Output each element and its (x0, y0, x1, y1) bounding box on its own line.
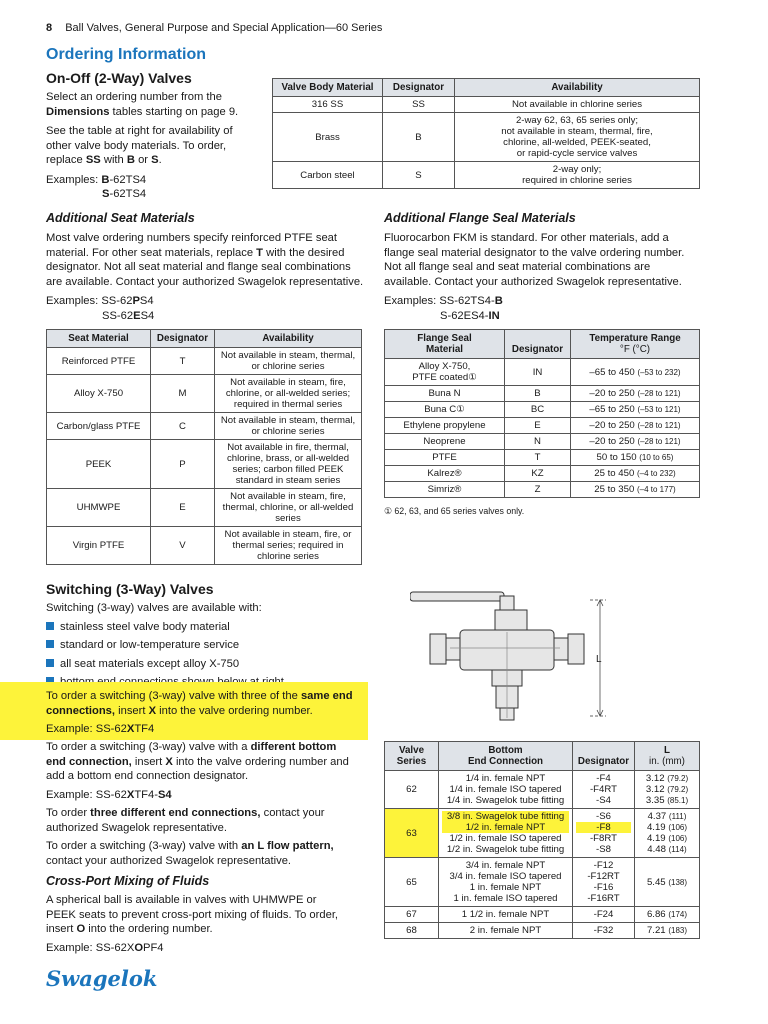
switching-text: Switching (3-way) valves are available with: stainless steel valve body material standard or low-temperature service all seat materials except alloy X-750 (46, 601, 376, 690)
crossport-text: A spherical ball is available in valves with UHMWPE or PEEK seats to prevent cross-port mixing of fluids. To order, insert O into the ordering number. Example: SS-62XOPF4 (46, 894, 339, 954)
onoff-heading: On-Off (2-Way) Valves (46, 70, 192, 86)
flange-seal-table: Flange Seal Material Designator Temperature Range °F (°C) Alloy X-750, PTFE coated① IN –65 to 450 (–53 to 232) Buna N B –20 to 250 (–28 to 121) Buna C① BC –65 to 250 (–53 to 121) Ethylene propylene E –20 to 250 (–28 to 121) Neoprene N –20 to 250 (–28 to 121) PTFE T 50 to 150 (10 to 65) Kalrez® KZ 25 to 450 (–4 to 232) Simriz® Z 25 to 350 (–4 to 177) (384, 329, 700, 498)
table-row: Buna C① BC –65 to 250 (–53 to 121) (385, 402, 700, 418)
running-title: Ball Valves, General Purpose and Special Application—60 Series (65, 22, 383, 34)
seat-heading: Additional Seat Materials (46, 211, 195, 225)
table-row: PEEK P Not available in fire, thermal, chlorine, brass, or all-welded series; carbon filled PEEK standard in steam series (47, 440, 362, 489)
flange-footnote: ① 62, 63, and 65 series valves only. (384, 506, 525, 516)
table-row: Carbon/glass PTFE C Not available in steam, thermal, or chlorine series (47, 413, 362, 440)
swagelok-logo: Swagelok (46, 966, 158, 991)
seat-text: Most valve ordering numbers specify reinforced PTFE seat material. For other seat materials, replace T with the desired designator. Not all seat material and flange seal combinations are available. Contact your authorized Swagelok representative. Examples: SS-62PS4 SS-62ES4 (46, 232, 364, 322)
table-row: Alloy X-750 M Not available in steam, fire, chlorine, or all-welded series; required in thermal series (47, 375, 362, 413)
table-row: Neoprene N –20 to 250 (–28 to 121) (385, 434, 700, 450)
flange-text: Fluorocarbon FKM is standard. For other materials, add a flange seal material designator to the valve ordering number. Not all flange seal and seat material combinations are available. Contact your authorized Swagelok representative. Examples: SS-62TS4-B S-62ES4-IN (384, 232, 685, 322)
ordering-title: Ordering Information (46, 46, 206, 63)
page-number: 8 (46, 22, 53, 34)
table-row: 68 2 in. female NPT -F32 7.21 (183) (385, 923, 700, 939)
page-header (46, 22, 382, 34)
table-row: 63 3/8 in. Swagelok tube fitting 1/2 in. female NPT 1/2 in. female ISO tapered 1/2 in. Swagelok tube fitting -S6 -F8 -F8RT -S8 4.37 (111) 4.19 (106) 4.19 (106) 4.48 (114) (385, 809, 700, 858)
table-row: Brass B 2-way 62, 63, 65 series only; not available in steam, thermal, fire, chlorine, all-welded, PEEK-seated, or rapid-cycle service valves (273, 113, 700, 162)
flange-heading: Additional Flange Seal Materials (384, 211, 576, 225)
seat-material-table: Seat Material Designator Availability Reinforced PTFE T Not available in steam, thermal, or chlorine series Alloy X-750 M Not available in steam, fire, chlorine, or all-welded series; required in thermal series Carbon/glass PTFE C Not available in steam, thermal, or chlorine series PEEK P Not available in fire, thermal, chlorine, brass, or all-welded series; carbon filled PEEK standard in steam series UHMWPE E Not available in steam, fire, thermal, chlorine, or all-welded series Virgin PTFE V Not available in steam, fire, or thermal series; required in chlorine series (46, 329, 362, 565)
switching-diff-end: To order a switching (3-way) valve with a different bottom end connection, insert X into the valve ordering number and add a bottom end connection designator. Example: SS-62XTF4-S4 To order three different end connections, contact your authorized Swagelok representative. To order a switching (3-way) valve with an L flow pattern, contact your authorized Swagelok representative. (46, 741, 349, 867)
onoff-text: Select an ordering number from the Dimensions tables starting on page 9. See the table at right for availability of other valve body materials. To order, replace SS with B or S. Examples: B-62TS4 S-62TS4 (46, 91, 239, 200)
table-row: Buna N B –20 to 250 (–28 to 121) (385, 386, 700, 402)
bullet-icon (46, 659, 54, 667)
valve-diagram (410, 588, 610, 728)
body-material-table: Valve Body Material Designator Availability 316 SS SS Not available in chlorine series Brass B 2-way 62, 63, 65 series only; not available in steam, thermal, fire, chlorine, all-welded, PEEK-seated, or rapid-cycle service valves Carbon steel S 2-way only; required in chlorine series (272, 78, 700, 189)
table-row: Reinforced PTFE T Not available in steam, thermal, or chlorine series (47, 348, 362, 375)
table-row: 65 3/4 in. female NPT 3/4 in. female ISO tapered 1 in. female NPT 1 in. female ISO tapered -F12 -F12RT -F16 -F16RT 5.45 (138) (385, 858, 700, 907)
bottom-connection-table: Valve Series Bottom End Connection Designator L in. (mm) 62 1/4 in. female NPT 1/4 in. female ISO tapered 1/4 in. Swagelok tube fitting -F4 -F4RT -S4 3.12 (79.2) 3.12 (79.2) 3.35 (85.1) 63 3/8 in. Swagelok tube fitting 1/2 in. female NPT 1/2 in. female ISO tapered 1/2 in. Swagelok tube fitting -S6 -F8 -F8RT -S8 4.37 (111) 4.19 (106) 4.19 (106) 4.48 (114) 65 3/4 in. female NPT 3/4 in. female ISO tapered 1 in. female NPT 1 in. female ISO tapered -F12 -F12RT -F16 -F16RT 5.45 (138) 67 1 1/2 in. female NPT -F24 6.86 (174) 68 2 in. female NPT -F32 7.21 (183) (384, 741, 700, 939)
table-row: 62 1/4 in. female NPT 1/4 in. female ISO tapered 1/4 in. Swagelok tube fitting -F4 -F4RT -S4 3.12 (79.2) 3.12 (79.2) 3.35 (85.1) (385, 771, 700, 809)
switching-heading: Switching (3-Way) Valves (46, 581, 214, 597)
table-row: Ethylene propylene E –20 to 250 (–28 to 121) (385, 418, 700, 434)
table-row: 316 SS SS Not available in chlorine series (273, 97, 700, 113)
table-row: 67 1 1/2 in. female NPT -F24 6.86 (174) (385, 907, 700, 923)
table-row: Carbon steel S 2-way only; required in chlorine series (273, 162, 700, 189)
bullet-icon (46, 622, 54, 630)
table-row: Simriz® Z 25 to 350 (–4 to 177) (385, 482, 700, 498)
switching-same-end: To order a switching (3-way) valve with three of the same end connections, insert X into the valve ordering number. Example: SS-62XTF4 (46, 690, 353, 735)
table-row: PTFE T 50 to 150 (10 to 65) (385, 450, 700, 466)
dimension-label: L (596, 654, 602, 665)
table-row: Alloy X-750, PTFE coated① IN –65 to 450 (–53 to 232) (385, 359, 700, 386)
table-row: UHMWPE E Not available in steam, fire, thermal, chlorine, or all-welded series (47, 489, 362, 527)
table-row: Virgin PTFE V Not available in steam, fire, or thermal series; required in chlorine series (47, 527, 362, 565)
table-row: Kalrez® KZ 25 to 450 (–4 to 232) (385, 466, 700, 482)
crossport-heading: Cross-Port Mixing of Fluids (46, 874, 210, 888)
bullet-icon (46, 640, 54, 648)
